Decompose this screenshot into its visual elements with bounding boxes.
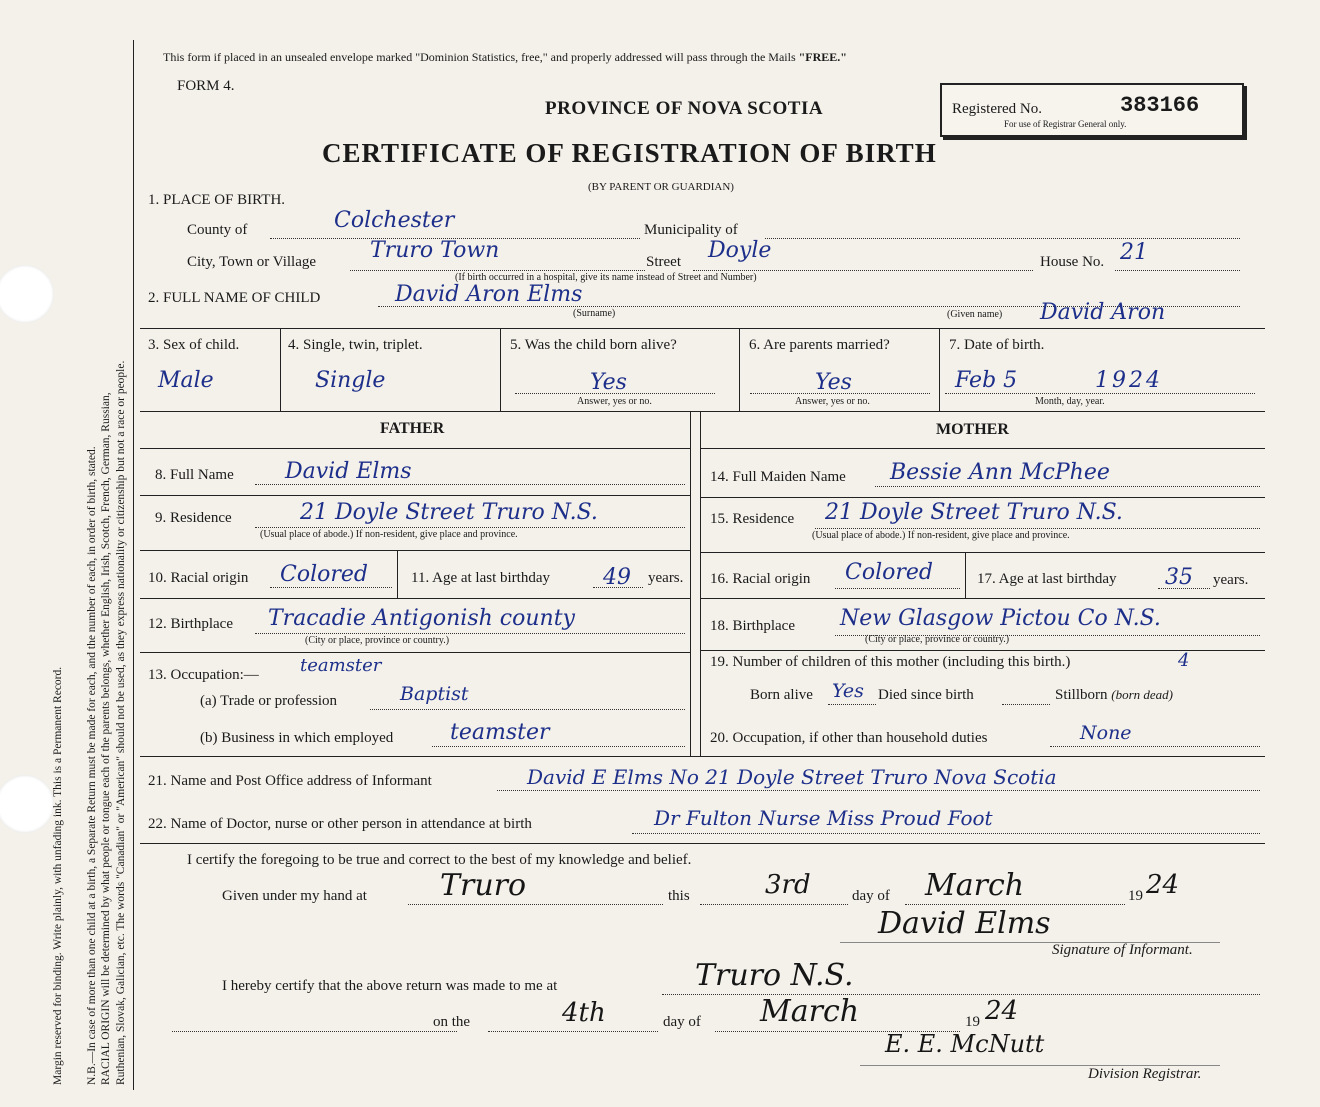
mother-race-line: [835, 588, 960, 589]
registrar-year-value: 24: [985, 996, 1019, 1026]
house-value: 21: [1120, 240, 1148, 265]
father-race-line: [270, 587, 392, 588]
dob-year: 1924: [1095, 368, 1163, 393]
place-of-birth-label: 1. PLACE OF BIRTH.: [148, 192, 286, 208]
form-left-border: [133, 40, 134, 1090]
mother-residence-label: 15. Residence: [710, 511, 795, 527]
mother-name-line: [875, 486, 1260, 487]
certify-day-of-label: day of: [852, 888, 890, 904]
dob-note: Month, day, year.: [1035, 396, 1105, 407]
father-birthplace-value: Tracadie Antigonish county: [268, 606, 575, 631]
certify-statement: I certify the foregoing to be true and correct to the best of my knowledge and belief.: [187, 852, 692, 868]
sex-value: Male: [158, 368, 214, 393]
father-heading: FATHER: [380, 420, 445, 437]
father-occupation-value: teamster: [300, 655, 382, 676]
mother-birthplace-label: 18. Birthplace: [710, 618, 795, 634]
registered-label: Registered No.: [952, 101, 1042, 117]
punch-hole-top: [0, 265, 54, 323]
mother-row-sep-3: [700, 598, 1265, 599]
mother-children-label: 19. Number of children of this mother (including this birth.): [710, 654, 1071, 670]
city-value: Truro Town: [370, 238, 500, 263]
mother-race-age-divider: [965, 552, 966, 598]
father-row-sep-1: [140, 495, 690, 496]
father-row-sep-4: [140, 652, 690, 653]
mother-birthplace-note: (City or place, province or country.): [865, 634, 1010, 645]
mother-race-label: 16. Racial origin: [710, 571, 811, 587]
father-residence-value: 21 Doyle Street Truro N.S.: [300, 500, 598, 525]
city-line: [350, 270, 645, 271]
stillborn-text: Stillborn: [1055, 687, 1108, 703]
born-alive-count-line: [828, 704, 876, 705]
certify-year-prefix: 19: [1128, 888, 1143, 904]
informant-signature-label: Signature of Informant.: [1052, 942, 1193, 958]
doctor-value: Dr Fulton Nurse Miss Proud Foot: [654, 806, 993, 830]
father-name-line: [255, 484, 685, 485]
father-race-value: Colored: [280, 562, 368, 587]
father-age-unit: years.: [648, 570, 684, 586]
registrar-day-line: [488, 1031, 658, 1032]
father-race-age-divider: [397, 550, 398, 598]
father-trade-line: [370, 709, 685, 710]
father-business-line: [432, 746, 685, 747]
mother-name-label: 14. Full Maiden Name: [710, 469, 846, 485]
row3-top-border: [140, 328, 1265, 329]
certification-top-border: [140, 843, 1265, 844]
certify-month-line: [905, 904, 1125, 905]
hospital-note: (If birth occurred in a hospital, give its name instead of Street and Number): [455, 272, 757, 283]
registrar-place-line: [662, 994, 1260, 995]
child-name-label: 2. FULL NAME OF CHILD: [148, 290, 321, 306]
mother-heading-rule: [700, 448, 1265, 449]
county-value: Colchester: [334, 208, 455, 233]
informant-signature: David Elms: [878, 906, 1051, 941]
father-heading-rule: [140, 448, 690, 449]
father-business-value: teamster: [450, 720, 550, 745]
mother-heading: MOTHER: [936, 421, 1009, 438]
father-residence-line: [255, 527, 685, 528]
dob-label: 7. Date of birth.: [949, 337, 1045, 353]
on-the-label: on the: [433, 1014, 471, 1030]
father-age-label: 11. Age at last birthday: [411, 570, 550, 586]
given-place-value: Truro: [440, 868, 527, 903]
father-row-sep-3: [140, 598, 690, 599]
registrar-statement: I hereby certify that the above return was made to me at: [222, 978, 558, 994]
row3-divider-3: [739, 328, 740, 411]
province-heading: PROVINCE OF NOVA SCOTIA: [545, 98, 824, 119]
plurality-value: Single: [315, 368, 386, 393]
county-label: County of: [187, 222, 248, 238]
certify-year-value: 24: [1146, 870, 1180, 900]
sex-label: 3. Sex of child.: [148, 337, 240, 353]
informant-line: [497, 790, 1260, 791]
father-name-value: David Elms: [285, 459, 412, 484]
margin-nb-note: N.B.—In case of more than one child at a birth, a Separate Return must be made for each, and the number of each, in order of birth, stated.: [86, 446, 98, 1085]
city-label: City, Town or Village: [187, 254, 317, 270]
registered-box: [940, 83, 1244, 137]
mother-occupation-value: None: [1080, 722, 1132, 744]
margin-racial-note-2: Ruthenian, Slovak, Galician, etc. The words "Canadian" or "American" should not be used, as they express nationality or citizenship but not a race or people.: [115, 360, 127, 1085]
registrar-day-of-label: day of: [663, 1014, 701, 1030]
street-label: Street: [646, 254, 681, 270]
row3-divider-4: [939, 328, 940, 411]
stillborn-label: [1055, 687, 1173, 704]
certify-month-value: March: [925, 868, 1025, 903]
surname-note: (Surname): [573, 308, 616, 319]
father-residence-label: 9. Residence: [155, 510, 232, 526]
father-race-label: 10. Racial origin: [148, 570, 249, 586]
house-line: [1115, 270, 1240, 271]
father-trade-label: (a) Trade or profession: [200, 693, 338, 709]
mother-children-value: 4: [1178, 650, 1190, 671]
child-given-value: David Aron: [1040, 300, 1166, 325]
father-birthplace-line: [255, 633, 685, 634]
given-place-line: [408, 904, 663, 905]
row3-divider-2: [500, 328, 501, 411]
margin-racial-note: RACIAL ORIGIN will be determined by what people or tongue each of the parents belongs, whether English, Irish, Scotch, French, German, Russian,: [100, 392, 112, 1085]
married-value: Yes: [815, 370, 852, 395]
mother-residence-line: [815, 528, 1260, 529]
born-alive-question: 5. Was the child born alive?: [510, 337, 677, 353]
doctor-line: [632, 833, 1260, 834]
born-alive-count-label: Born alive: [750, 687, 813, 703]
municipality-label: Municipality of: [644, 222, 738, 238]
mother-birthplace-value: New Glasgow Pictou Co N.S.: [840, 606, 1161, 631]
registered-note: For use of Registrar General only.: [1004, 119, 1127, 129]
married-label: 6. Are parents married?: [749, 337, 890, 353]
row3-divider-1: [280, 328, 281, 411]
mother-residence-value: 21 Doyle Street Truro N.S.: [825, 500, 1123, 525]
dob-month-day: Feb 5: [955, 368, 1018, 393]
municipality-line: [765, 238, 1240, 239]
child-surname-value: David Aron Elms: [395, 282, 583, 307]
certify-day-line: [700, 904, 848, 905]
registrar-prefix-line: [172, 1031, 457, 1032]
mother-occupation-line: [1050, 746, 1260, 747]
informant-value: David E Elms No 21 Doyle Street Truro Nova Scotia: [527, 765, 1057, 789]
certificate-subtitle: (BY PARENT OR GUARDIAN): [588, 181, 734, 193]
father-birthplace-label: 12. Birthplace: [148, 616, 233, 632]
mother-age-unit: years.: [1213, 572, 1249, 588]
died-since-birth-line: [1002, 704, 1050, 705]
mail-notice: This form if placed in an unsealed envelope marked "Dominion Statistics, free," and properly addressed will pass through the Mails "FREE.": [163, 50, 847, 64]
registrar-month-value: March: [760, 994, 860, 1029]
mother-name-value: Bessie Ann McPhee: [890, 460, 1110, 485]
father-name-label: 8. Full Name: [155, 467, 234, 483]
form-number: FORM 4.: [177, 78, 235, 94]
mother-race-value: Colored: [845, 560, 933, 585]
this-label: this: [668, 888, 690, 904]
born-alive-count-value: Yes: [832, 680, 864, 702]
father-occupation-label: 13. Occupation:—: [148, 667, 259, 683]
mother-occupation-label: 20. Occupation, if other than household duties: [710, 730, 988, 746]
registrar-signature: E. E. McNutt: [885, 1030, 1045, 1058]
registrar-signature-label: Division Registrar.: [1088, 1066, 1202, 1082]
punch-hole-bottom: [0, 775, 54, 833]
given-under-hand-label: Given under my hand at: [222, 888, 367, 904]
born-alive-note: Answer, yes or no.: [577, 396, 652, 407]
certify-day-value: 3rd: [765, 870, 811, 900]
father-panel-right: [690, 411, 691, 756]
house-label: House No.: [1040, 254, 1105, 270]
father-business-label: (b) Business in which employed: [200, 730, 394, 746]
registered-number: 383166: [1120, 93, 1200, 118]
panels-bottom-border: [140, 756, 1265, 757]
father-age-value: 49: [603, 565, 631, 590]
street-value: Doyle: [708, 238, 772, 263]
father-birthplace-note: (City or place, province or country.): [305, 635, 450, 646]
informant-label: 21. Name and Post Office address of Informant: [148, 773, 432, 789]
mother-row-sep-1: [700, 497, 1265, 498]
father-residence-note: (Usual place of abode.) If non-resident, give place and province.: [260, 529, 518, 540]
mother-panel-left: [700, 411, 701, 756]
born-alive-answer: Yes: [590, 370, 627, 395]
father-trade-value: Baptist: [400, 683, 469, 705]
registrar-place-value: Truro N.S.: [695, 958, 854, 993]
died-since-birth-label: Died since birth: [878, 687, 974, 703]
street-line: [693, 270, 1033, 271]
stillborn-note: (born dead): [1111, 687, 1174, 702]
plurality-label: 4. Single, twin, triplet.: [288, 337, 423, 353]
given-name-note: (Given name): [947, 309, 1003, 320]
married-note: Answer, yes or no.: [795, 396, 870, 407]
row3-bottom-border: [140, 411, 1265, 412]
mother-residence-note: (Usual place of abode.) If non-resident, give place and province.: [812, 530, 1070, 541]
margin-binding-note: Margin reserved for binding. Write plainly, with unfading ink. This is a Permanent Record.: [52, 666, 64, 1085]
mother-age-value: 35: [1165, 565, 1193, 590]
dob-line: [945, 393, 1255, 394]
father-row-sep-2: [140, 550, 690, 551]
mother-row-sep-2: [700, 552, 1265, 553]
registrar-year-prefix: 19: [965, 1014, 980, 1030]
doctor-label: 22. Name of Doctor, nurse or other person in attendance at birth: [148, 816, 532, 832]
mother-age-label: 17. Age at last birthday: [977, 571, 1117, 587]
registrar-day-value: 4th: [562, 998, 606, 1028]
certificate-title: CERTIFICATE OF REGISTRATION OF BIRTH: [322, 138, 937, 168]
